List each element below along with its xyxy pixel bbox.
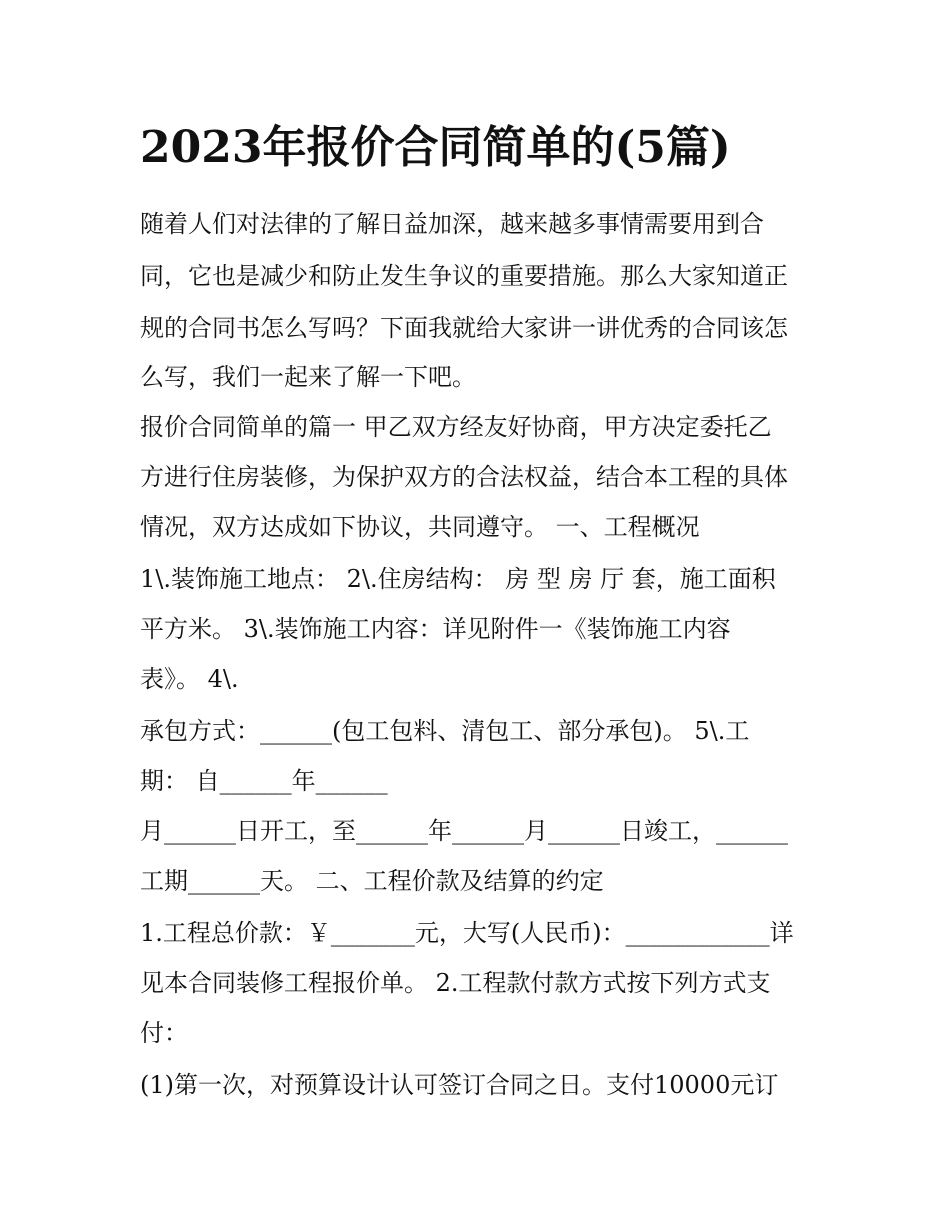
paragraph-line: 见本合同装修工程报价单。 2.工程款付款方式按下列方式支 bbox=[140, 969, 771, 997]
paragraph-line: 平方米。 3\.装饰施工内容：详见附件一《装饰施工内容 bbox=[140, 615, 731, 643]
document-title: 2023年报价合同简单的(5篇) bbox=[140, 122, 731, 173]
paragraph-line: 1.工程总价款：￥_______元，大写(人民币)：____________详 bbox=[140, 919, 794, 947]
paragraph-line: 承包方式：______(包工包料、清包工、部分承包)。 5\.工 bbox=[140, 717, 750, 745]
paragraph-line: 付： bbox=[140, 1019, 188, 1047]
paragraph-line: (1)第一次，对预算设计认可签订合同之日。支付10000元订 bbox=[140, 1071, 779, 1099]
paragraph-line: 表》。 4\. bbox=[140, 665, 239, 693]
paragraph-line: 工期______天。 二、工程价款及结算的约定 bbox=[140, 867, 604, 895]
paragraph-line: 月______日开工，至______年______月______日竣工，______ bbox=[140, 817, 788, 845]
paragraph-line: 同，它也是减少和防止发生争议的重要措施。那么大家知道正 bbox=[140, 262, 788, 290]
paragraph-line: 期： 自______年______ bbox=[140, 767, 388, 795]
paragraph-line: 么写，我们一起来了解一下吧。 bbox=[140, 363, 476, 391]
paragraph-line: 1\.装饰施工地点： 2\.住房结构： 房 型 房 厅 套，施工面积 bbox=[140, 565, 776, 593]
paragraph-line: 情况，双方达成如下协议，共同遵守。 一、工程概况 bbox=[140, 513, 700, 541]
paragraph-line: 方进行住房装修，为保护双方的合法权益，结合本工程的具体 bbox=[140, 463, 788, 491]
paragraph-line: 规的合同书怎么写吗？下面我就给大家讲一讲优秀的合同该怎 bbox=[140, 314, 788, 342]
paragraph-line: 随着人们对法律的了解日益加深，越来越多事情需要用到合 bbox=[140, 210, 764, 238]
paragraph-line: 报价合同简单的篇一 甲乙双方经友好协商，甲方决定委托乙 bbox=[140, 413, 772, 441]
